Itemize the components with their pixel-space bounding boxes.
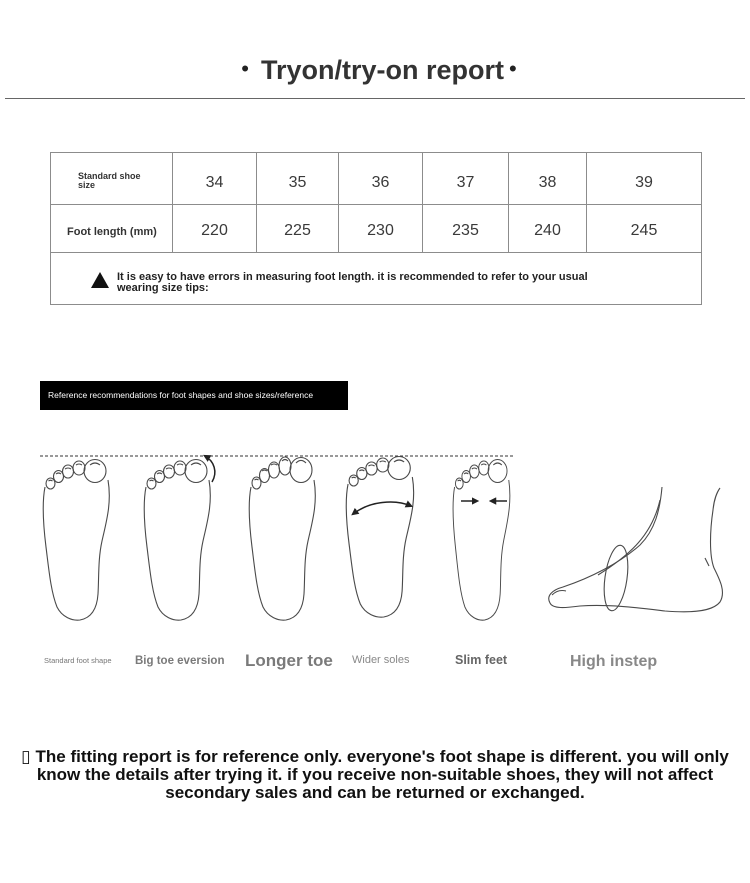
instep-ring-icon	[601, 544, 632, 612]
page-title	[8, 53, 750, 92]
foot-length-cell: 245	[587, 205, 702, 253]
label-standard-foot-shape: Standard foot shape	[44, 656, 112, 665]
size-cell: 39	[587, 153, 702, 205]
width-arrow-icon	[353, 502, 411, 514]
foot-length-header-label: Foot length (mm)	[67, 225, 157, 238]
fitting-disclaimer	[0, 748, 750, 802]
disclaimer-line: secondary sales and can be returned or exchanged.	[165, 783, 585, 802]
size-note	[51, 253, 701, 304]
title-bullet-left: •	[241, 56, 249, 81]
foot-length-cell: 240	[509, 205, 587, 253]
size-cell: 37	[423, 153, 509, 205]
title-text: Tryon/try-on report	[260, 55, 504, 85]
size-table	[50, 152, 702, 305]
size-cell: 34	[173, 153, 257, 205]
foot-shapes-illustration	[0, 440, 750, 630]
foot-length-cell: 235	[423, 205, 509, 253]
label-slim-feet: Slim feet	[455, 653, 508, 667]
foot-length-header-cell	[51, 205, 173, 253]
label-high-instep: High instep	[570, 653, 658, 670]
big-toe-eversion-foot-icon	[144, 456, 215, 620]
size-cell: 35	[257, 153, 339, 205]
size-cell: 38	[509, 153, 587, 205]
label-wider-soles: Wider soles	[352, 654, 410, 666]
disclaimer-text: The fitting report is for reference only. everyone's foot shape is different. you will only	[35, 747, 729, 766]
label-big-toe-eversion: Big toe eversion	[135, 655, 225, 667]
size-cell: 36	[339, 153, 423, 205]
title-divider	[5, 98, 745, 99]
size-header-label: Standard shoe size	[78, 170, 141, 190]
size-row	[51, 153, 702, 205]
standard-foot-icon	[43, 460, 109, 621]
size-header-cell	[51, 153, 173, 205]
missing-glyph-icon: ▯	[21, 747, 31, 767]
foot-length-cell: 230	[339, 205, 423, 253]
longer-toe-foot-icon	[249, 457, 315, 620]
warning-triangle-icon	[91, 272, 109, 288]
note-cell	[51, 253, 702, 305]
foot-shape-reference-banner: Reference recommendations for foot shapes and shoe sizes/reference	[40, 381, 348, 410]
wider-soles-foot-icon	[346, 457, 413, 618]
high-instep-foot-icon	[549, 487, 723, 612]
size-note-text: It is easy to have errors in measuring foot length. it is recommended to refer to your usual wearing size tips:	[117, 271, 588, 294]
slim-feet-foot-icon	[453, 460, 510, 621]
note-row	[51, 253, 702, 305]
foot-length-cell: 225	[257, 205, 339, 253]
disclaimer-line: know the details after trying it. if you receive non-suitable shoes, they will not affect	[36, 765, 714, 784]
label-longer-toe: Longer toe	[245, 651, 333, 670]
foot-length-row	[51, 205, 702, 253]
title-bullet-right: •	[509, 56, 517, 81]
foot-length-cell: 220	[173, 205, 257, 253]
disclaimer-line	[0, 748, 750, 766]
